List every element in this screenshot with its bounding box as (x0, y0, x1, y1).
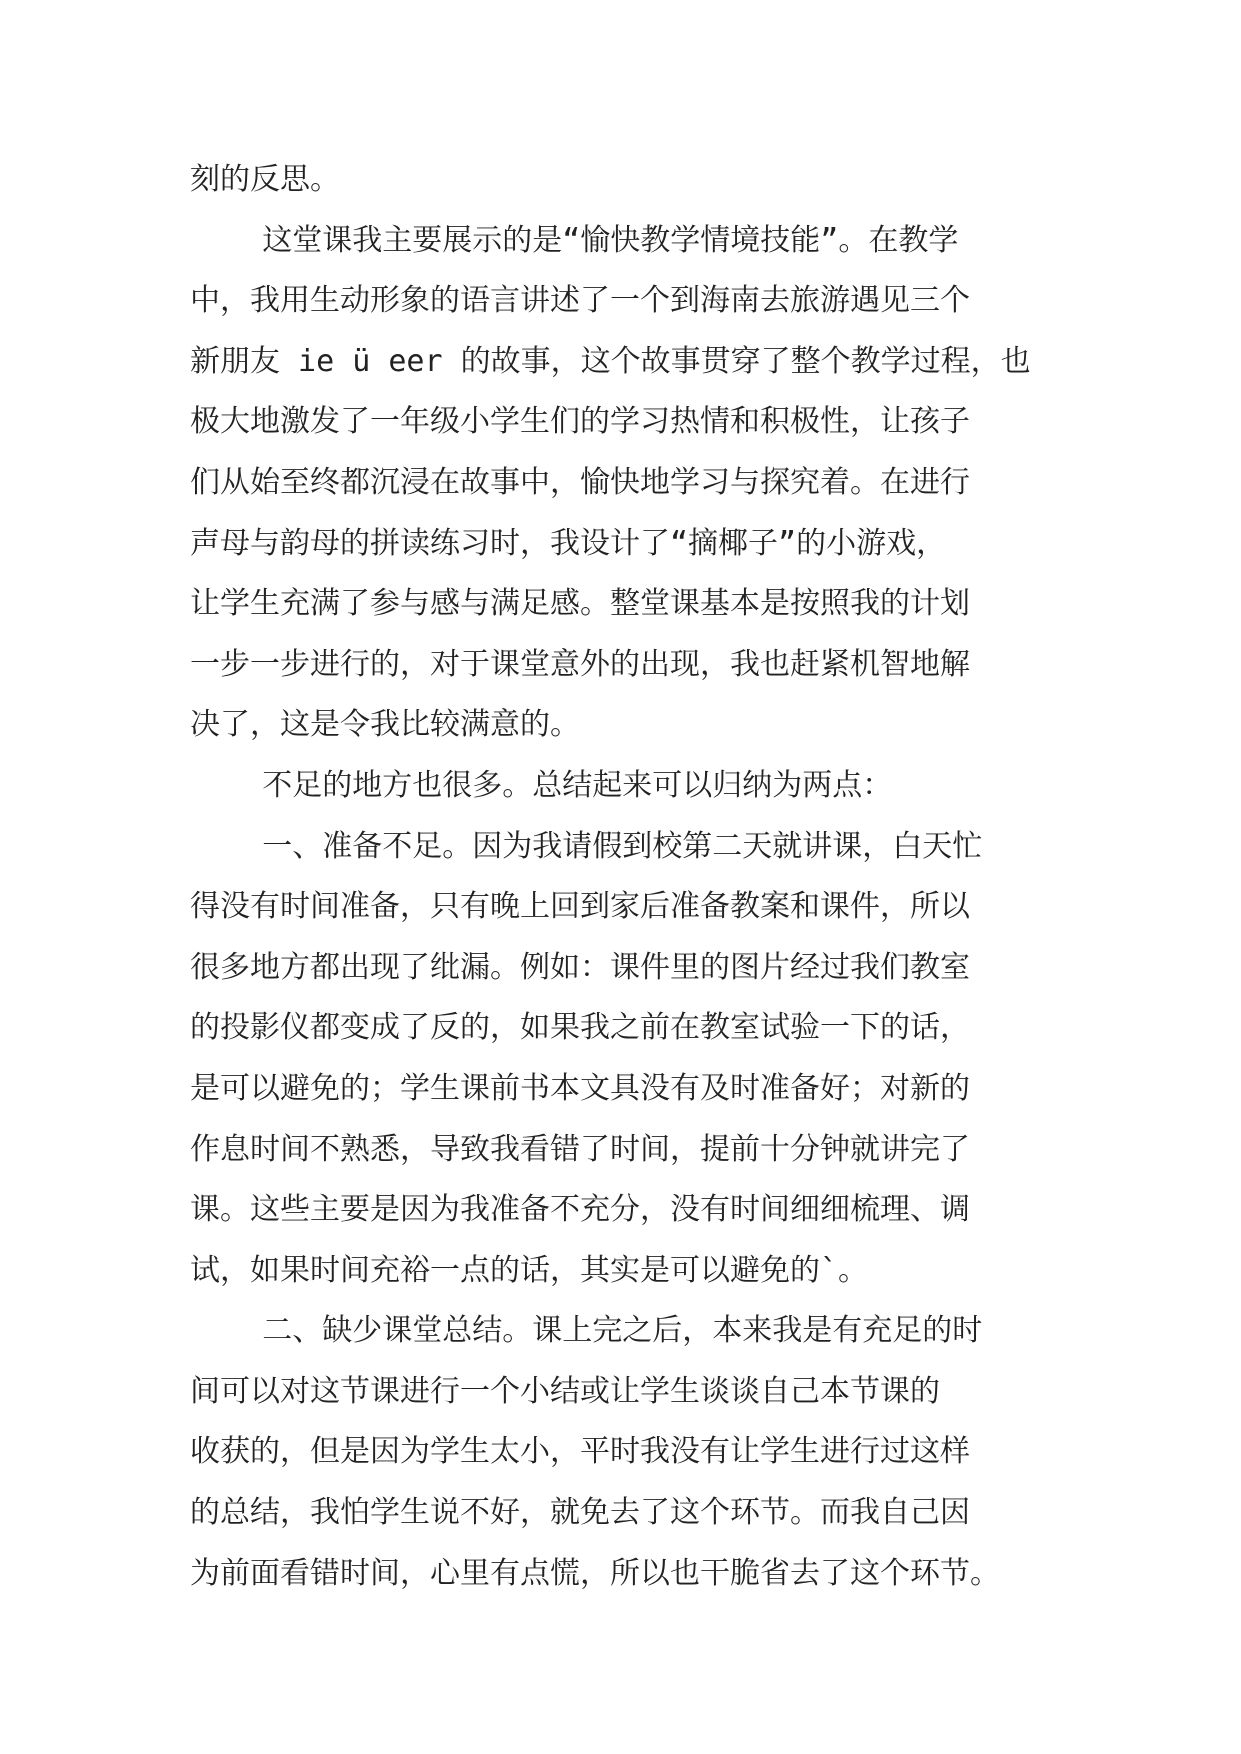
text-line: 声母与韵母的拼读练习时，我设计了“摘椰子”的小游戏， (190, 525, 947, 561)
text-line: 的总结，我怕学生说不好，就免去了这个环节。而我自己因 (190, 1495, 970, 1531)
text-line: 极大地激发了一年级小学生们的学习热情和积极性，让孩子 (190, 404, 970, 440)
text-line: 这堂课我主要展示的是“愉快教学情境技能”。在教学 (190, 222, 959, 258)
text-line: 中，我用生动形象的语言讲述了一个到海南去旅游遇见三个 (190, 283, 970, 319)
text-line: 不足的地方也很多。总结起来可以归纳为两点： (190, 767, 893, 803)
text-line: 刻的反思。 (190, 162, 340, 197)
text-line: 为前面看错时间，心里有点慌，所以也干脆省去了这个环节。 (190, 1555, 1000, 1591)
text-line: 课。这些主要是因为我准备不充分，没有时间细细梳理、调 (190, 1192, 970, 1228)
text-line: 试，如果时间充裕一点的话，其实是可以避免的`。 (190, 1252, 869, 1288)
text-line: 们从始至终都沉浸在故事中，愉快地学习与探究着。在进行 (190, 464, 970, 500)
text-line: 间可以对这节课进行一个小结或让学生谈谈自己本节课的 (190, 1373, 940, 1409)
text-line: 一步一步进行的，对于课堂意外的出现，我也赶紧机智地解 (190, 646, 970, 682)
text-line: 决了，这是令我比较满意的。 (190, 707, 580, 743)
text-line: 得没有时间准备，只有晚上回到家后准备教案和课件，所以 (190, 889, 970, 925)
text-line: 新朋友 ie ü eer 的故事，这个故事贯穿了整个教学过程，也 (190, 343, 1031, 379)
document-page (190, 150, 1060, 1604)
text-line: 一、准备不足。因为我请假到校第二天就讲课，白天忙 (190, 828, 983, 864)
text-line: 作息时间不熟悉，导致我看错了时间，提前十分钟就讲完了 (190, 1131, 970, 1167)
text-line: 的投影仪都变成了反的，如果我之前在教室试验一下的话， (190, 1010, 970, 1046)
text-line: 二、缺少课堂总结。课上完之后，本来我是有充足的时 (190, 1313, 983, 1349)
text-line: 收获的，但是因为学生太小，平时我没有让学生进行过这样 (190, 1434, 970, 1470)
text-line: 是可以避免的；学生课前书本文具没有及时准备好；对新的 (190, 1070, 970, 1106)
text-line: 让学生充满了参与感与满足感。整堂课基本是按照我的计划 (190, 586, 970, 622)
text-line: 很多地方都出现了纰漏。例如：课件里的图片经过我们教室 (190, 949, 970, 985)
